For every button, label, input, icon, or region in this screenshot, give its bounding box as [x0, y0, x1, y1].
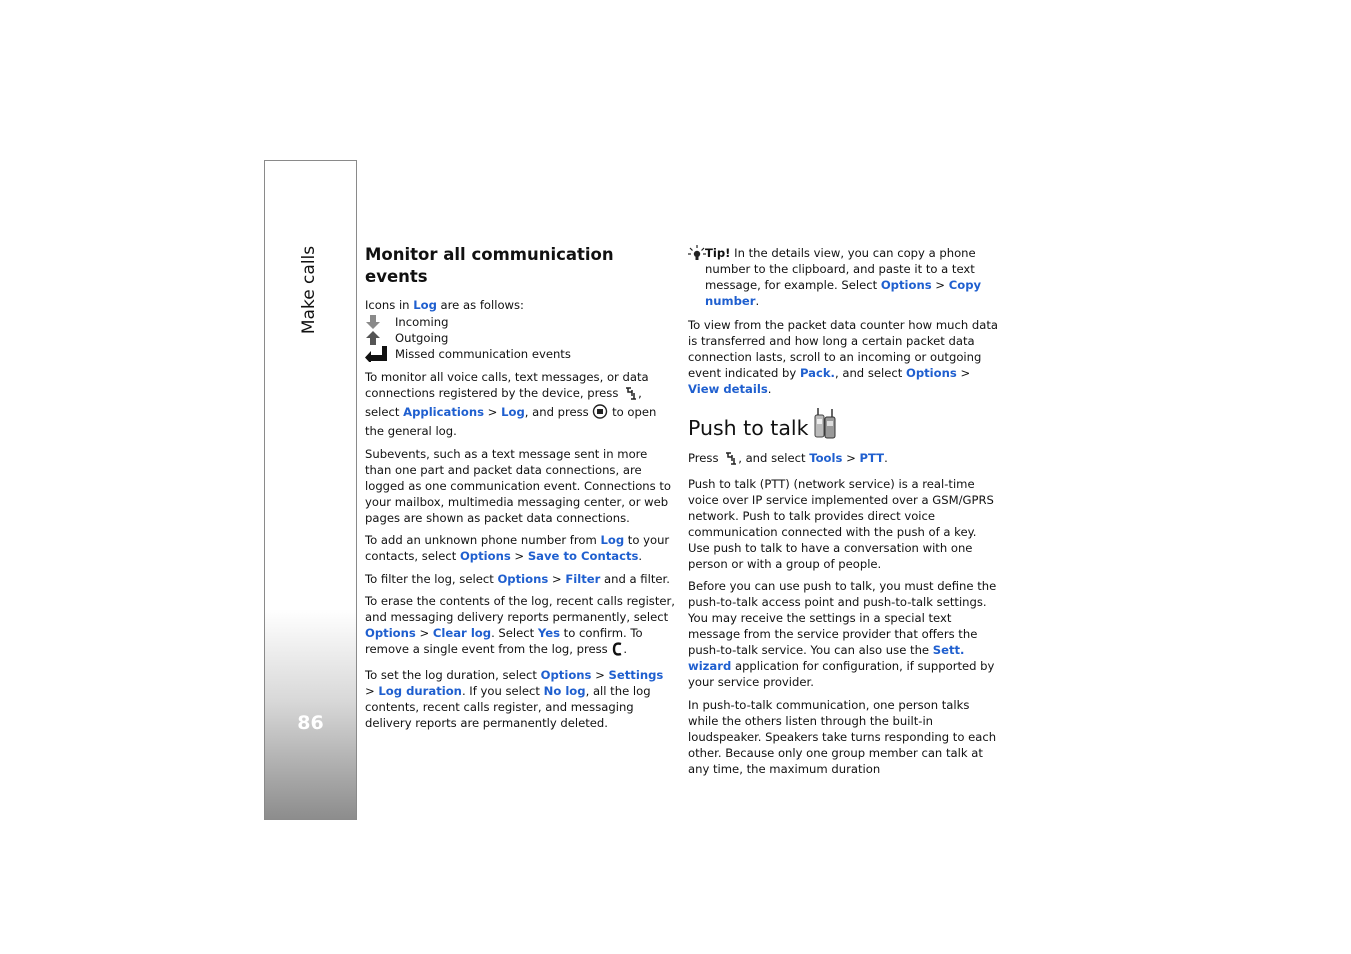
paragraph-press: Press , and select Tools > PTT. [688, 450, 1000, 469]
tip-box: Tip! In the details view, you can copy a phone number to the clipboard, and paste it to a text message, for example. Select Options > Copy number. [688, 245, 1000, 309]
icons-intro: Icons in Log are as follows: [365, 298, 524, 312]
outgoing-arrow-icon [365, 331, 395, 346]
options-link[interactable]: Options [497, 571, 549, 586]
section-heading: Push to talk [688, 407, 1000, 446]
right-column [688, 245, 1000, 783]
icon-legend-incoming: Incoming [365, 314, 675, 330]
missed-call-icon [365, 346, 395, 362]
menu-key-icon [722, 452, 738, 469]
log-link[interactable]: Log [600, 533, 625, 547]
menu-key-icon [622, 387, 638, 404]
page-number: 86 [297, 712, 324, 734]
clear-key-icon [611, 642, 623, 660]
no-log-link[interactable]: No log [543, 683, 586, 698]
chapter-title: Make calls [299, 245, 319, 335]
paragraph-duration: To set the log duration, select Options > Settings > Log duration. If you select No log, all the log contents, recent calls register, and messaging delivery reports are permanently deleted. [365, 667, 664, 730]
tip-label: Tip! [705, 246, 731, 260]
options-link[interactable]: Options [459, 549, 511, 563]
applications-link[interactable]: Applications [403, 405, 484, 419]
options-link[interactable]: Options [905, 366, 957, 380]
options-link[interactable]: Options [365, 626, 416, 640]
options-link[interactable]: Options [540, 667, 592, 682]
settings-link[interactable]: Settings [608, 667, 664, 682]
save-to-contacts-link[interactable]: Save to Contacts [527, 549, 639, 563]
ptt-link[interactable]: PTT [859, 451, 885, 465]
paragraph-monitor: To monitor all voice calls, text messages, or data connections registered by the device, press , select Applications > Log, and press to open the general log. [365, 370, 657, 438]
icon-legend-missed: Missed communication events [365, 346, 675, 362]
log-link[interactable]: Log [501, 405, 525, 419]
clear-log-link[interactable]: Clear log [432, 626, 492, 640]
icon-legend-outgoing: Outgoing [365, 330, 675, 346]
paragraph-filter: To filter the log, select Options > Filter and a filter. [365, 571, 670, 586]
pack-link[interactable]: Pack. [799, 366, 835, 380]
walkie-talkie-icon [812, 407, 838, 446]
tip-lightbulb-icon [688, 245, 706, 265]
scroll-key-icon [592, 404, 608, 423]
log-link[interactable]: Log [413, 298, 437, 312]
yes-link[interactable]: Yes [537, 626, 560, 640]
view-details-link[interactable]: View details [688, 382, 768, 396]
sett-wizard-link[interactable]: Sett. wizard [688, 643, 965, 673]
log-duration-link[interactable]: Log duration [378, 683, 462, 698]
section-heading: Monitor all communication events [365, 245, 614, 286]
paragraph-ptt-settings: Before you can use push to talk, you must define the push-to-talk access point and push-to-talk settings. You may receive the settings in a special text message from the service provider that offers the push-to-talk service. You can also use the Sett. wizard application for configuration, if supported by your service provider. [688, 579, 997, 689]
paragraph-subevents: Subevents, such as a text message sent in more than one part and packet data connections, are logged as one communication event. Connections to your mailbox, multimedia messaging center, or web pages are shown as packet data connections. [365, 446, 672, 525]
paragraph-ptt-communication: In push-to-talk communication, one person talks while the others listen through the built-in loudspeaker. Speakers take turns responding to each other. Because only one group member can talk at any time, the maximum duration [688, 697, 997, 776]
filter-link[interactable]: Filter [565, 571, 601, 586]
incoming-arrow-icon [365, 315, 395, 330]
left-column [365, 244, 675, 737]
tools-link[interactable]: Tools [809, 451, 843, 465]
paragraph-add-number: To add an unknown phone number from Log to your contacts, select Options > Save to Contacts. [365, 533, 670, 563]
options-link[interactable]: Options [880, 278, 932, 292]
paragraph-erase: To erase the contents of the log, recent calls register, and messaging delivery reports permanently, select Options > Clear log. Select Yes to confirm. To remove a single event from the log, press . [365, 593, 675, 660]
paragraph-ptt-intro: Push to talk (PTT) (network service) is a real-time voice over IP service implemented over a GSM/GPRS network. Push to talk provides direct voice communication connected with the push of a key. Use push to talk to have a conversation with one person or with a group of people. [688, 476, 994, 571]
paragraph-packet-data: To view from the packet data counter how much data is transferred and how long a certain packet data connection lasts, scroll to an incoming or outgoing event indicated by Pack., and select Options > View details. [688, 318, 999, 396]
copy-number-link[interactable]: Copy number [705, 278, 982, 308]
